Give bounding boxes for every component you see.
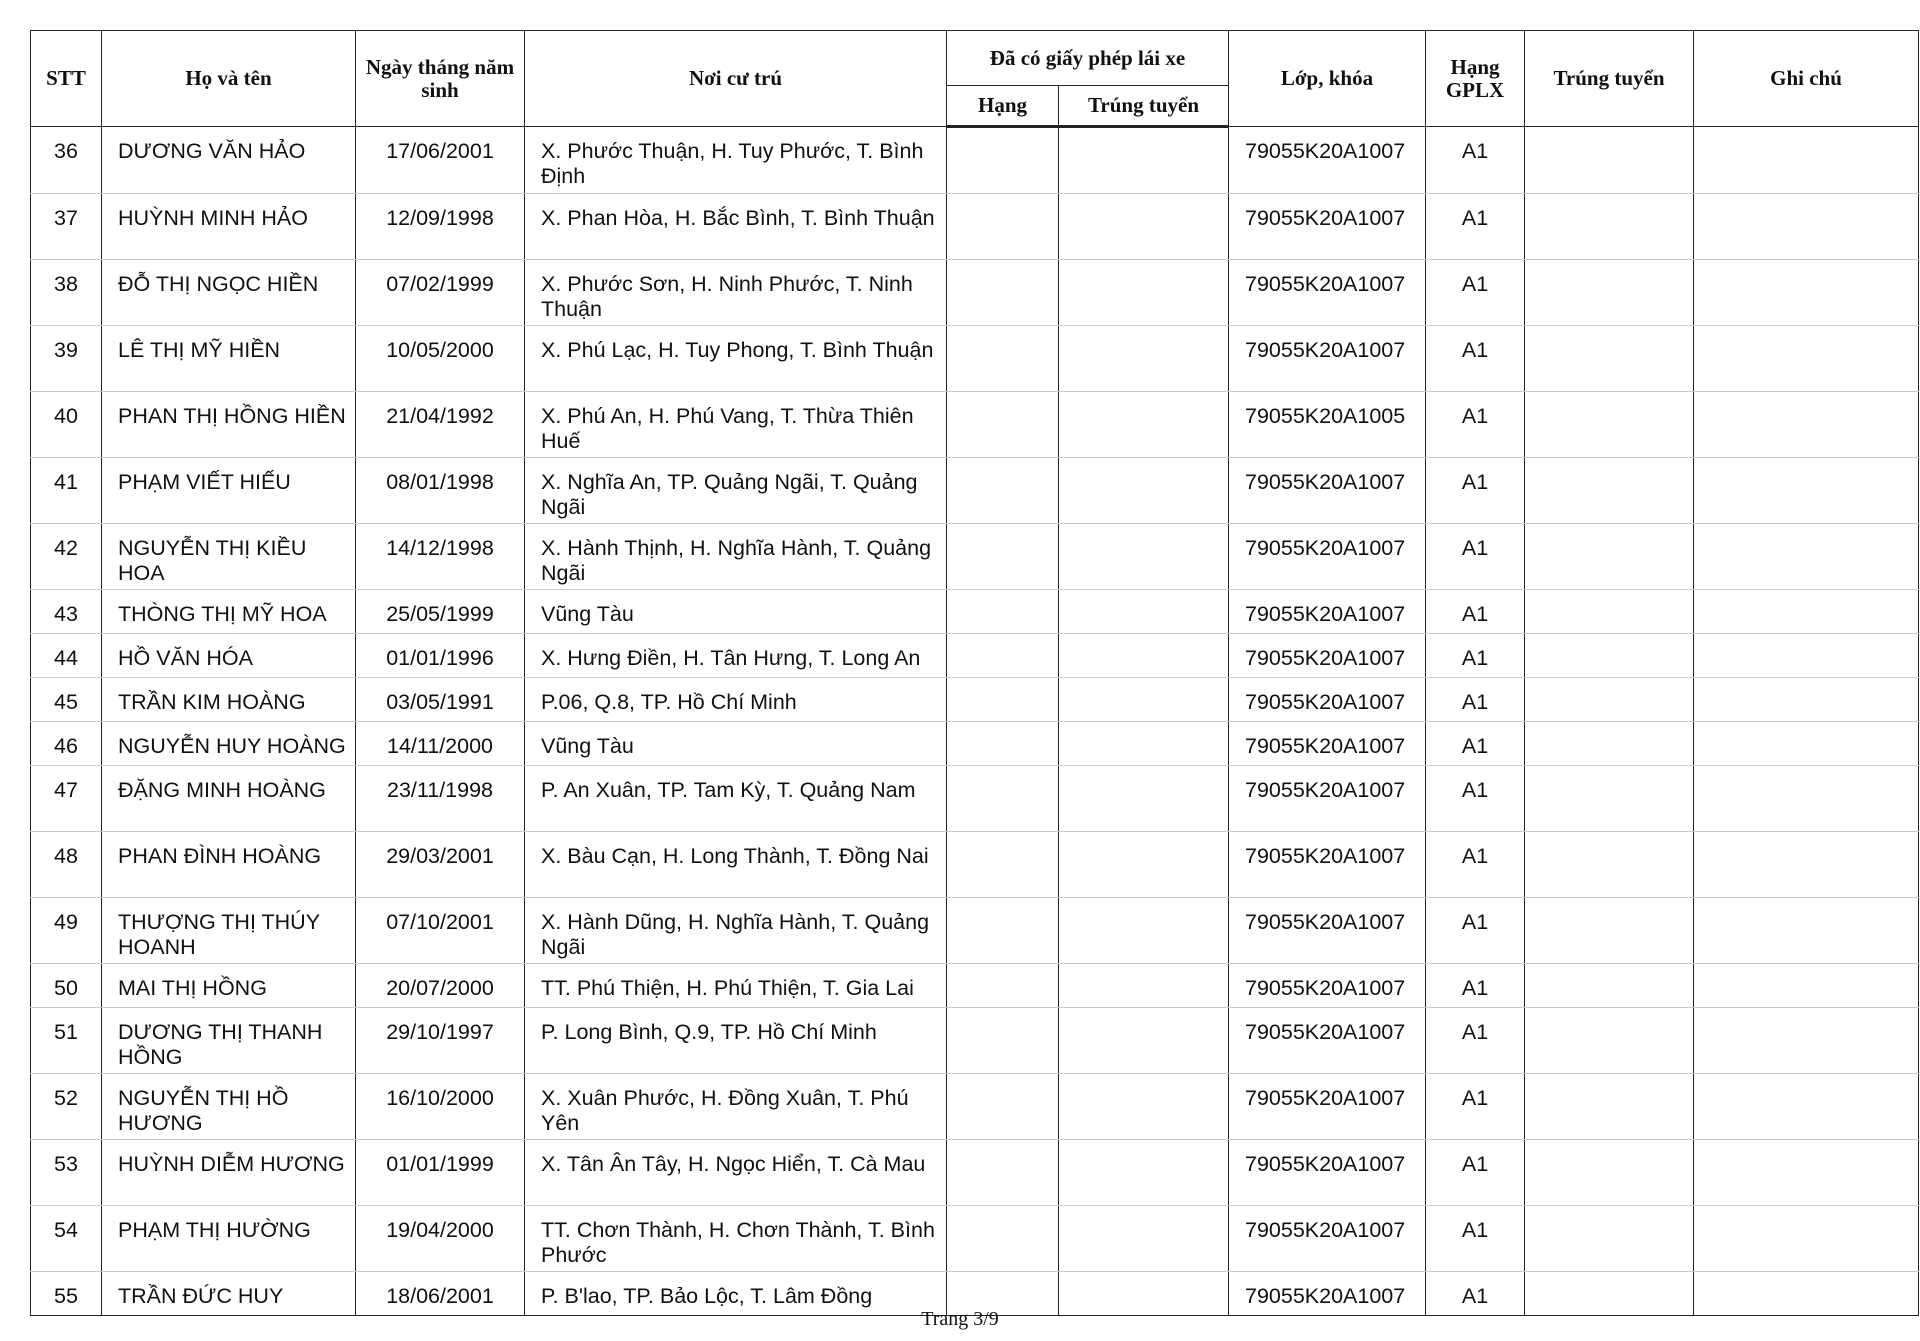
cell-gplx-class: A1: [1426, 524, 1525, 590]
cell-address: P.06, Q.8, TP. Hồ Chí Minh: [525, 678, 947, 722]
cell-license-passed: [1059, 832, 1229, 898]
cell-class-course: 79055K20A1007: [1229, 832, 1426, 898]
cell-dob: 01/01/1996: [356, 634, 525, 678]
cell-passed: [1525, 1206, 1694, 1272]
cell-passed: [1525, 898, 1694, 964]
cell-note: [1694, 1074, 1919, 1140]
cell-note: [1694, 722, 1919, 766]
cell-passed: [1525, 678, 1694, 722]
cell-note: [1694, 766, 1919, 832]
cell-address: X. Phan Hòa, H. Bắc Bình, T. Bình Thuận: [525, 194, 947, 260]
cell-class-course: 79055K20A1007: [1229, 458, 1426, 524]
cell-license-class: [947, 590, 1059, 634]
cell-license-passed: [1059, 524, 1229, 590]
cell-gplx-class: A1: [1426, 832, 1525, 898]
table-row: [31, 326, 1919, 392]
cell-address: X. Phước Sơn, H. Ninh Phước, T. Ninh Thuận: [525, 260, 947, 326]
cell-dob: 03/05/1991: [356, 678, 525, 722]
header-address: Nơi cư trú: [525, 31, 947, 127]
cell-name: TRẦN ĐỨC HUY: [102, 1272, 356, 1316]
table-row: [31, 1008, 1919, 1074]
cell-address: X. Xuân Phước, H. Đồng Xuân, T. Phú Yên: [525, 1074, 947, 1140]
table-body: [31, 127, 1919, 1316]
cell-note: [1694, 590, 1919, 634]
cell-note: [1694, 524, 1919, 590]
cell-passed: [1525, 634, 1694, 678]
cell-license-class: [947, 194, 1059, 260]
cell-license-class: [947, 964, 1059, 1008]
table-row: [31, 1206, 1919, 1272]
cell-note: [1694, 1140, 1919, 1206]
cell-passed: [1525, 590, 1694, 634]
cell-license-class: [947, 678, 1059, 722]
cell-passed: [1525, 1140, 1694, 1206]
cell-license-class: [947, 1074, 1059, 1140]
cell-license-class: [947, 524, 1059, 590]
header-stt: STT: [31, 31, 102, 127]
cell-class-course: 79055K20A1007: [1229, 722, 1426, 766]
cell-dob: 01/01/1999: [356, 1140, 525, 1206]
cell-class-course: 79055K20A1005: [1229, 392, 1426, 458]
cell-license-class: [947, 1008, 1059, 1074]
cell-stt: 48: [31, 832, 102, 898]
cell-license-passed: [1059, 678, 1229, 722]
cell-passed: [1525, 194, 1694, 260]
cell-gplx-class: A1: [1426, 1074, 1525, 1140]
cell-gplx-class: A1: [1426, 634, 1525, 678]
cell-name: PHAN THỊ HỒNG HIỀN: [102, 392, 356, 458]
cell-name: THƯỢNG THỊ THÚY HOANH: [102, 898, 356, 964]
cell-address: X. Tân Ân Tây, H. Ngọc Hiển, T. Cà Mau: [525, 1140, 947, 1206]
cell-passed: [1525, 964, 1694, 1008]
cell-license-passed: [1059, 964, 1229, 1008]
cell-class-course: 79055K20A1007: [1229, 326, 1426, 392]
cell-stt: 47: [31, 766, 102, 832]
cell-stt: 51: [31, 1008, 102, 1074]
candidate-table: [30, 30, 1919, 1316]
header-class-course: Lớp, khóa: [1229, 31, 1426, 127]
cell-passed: [1525, 392, 1694, 458]
cell-license-class: [947, 326, 1059, 392]
cell-license-passed: [1059, 634, 1229, 678]
cell-address: X. Hành Thịnh, H. Nghĩa Hành, T. Quảng Ngãi: [525, 524, 947, 590]
cell-license-class: [947, 722, 1059, 766]
header-gplx-class: Hạng GPLX: [1426, 31, 1525, 127]
cell-class-course: 79055K20A1007: [1229, 194, 1426, 260]
cell-license-class: [947, 832, 1059, 898]
cell-stt: 46: [31, 722, 102, 766]
header-license-group: Đã có giấy phép lái xe: [947, 31, 1229, 86]
cell-name: PHẠM THỊ HƯỜNG: [102, 1206, 356, 1272]
cell-note: [1694, 964, 1919, 1008]
cell-class-course: 79055K20A1007: [1229, 678, 1426, 722]
cell-dob: 23/11/1998: [356, 766, 525, 832]
cell-gplx-class: A1: [1426, 1008, 1525, 1074]
cell-stt: 42: [31, 524, 102, 590]
cell-dob: 14/11/2000: [356, 722, 525, 766]
cell-address: TT. Chơn Thành, H. Chơn Thành, T. Bình Phước: [525, 1206, 947, 1272]
cell-gplx-class: A1: [1426, 1206, 1525, 1272]
cell-license-passed: [1059, 392, 1229, 458]
table-row: [31, 964, 1919, 1008]
cell-stt: 55: [31, 1272, 102, 1316]
cell-gplx-class: A1: [1426, 458, 1525, 524]
cell-passed: [1525, 127, 1694, 194]
header-license-passed: Trúng tuyển: [1059, 86, 1229, 127]
table-row: [31, 524, 1919, 590]
cell-stt: 54: [31, 1206, 102, 1272]
cell-name: ĐỖ THỊ NGỌC HIỀN: [102, 260, 356, 326]
cell-stt: 41: [31, 458, 102, 524]
cell-license-passed: [1059, 326, 1229, 392]
cell-note: [1694, 127, 1919, 194]
cell-gplx-class: A1: [1426, 127, 1525, 194]
cell-address: P. An Xuân, TP. Tam Kỳ, T. Quảng Nam: [525, 766, 947, 832]
cell-license-passed: [1059, 766, 1229, 832]
cell-class-course: 79055K20A1007: [1229, 1272, 1426, 1316]
cell-stt: 43: [31, 590, 102, 634]
table-row: [31, 194, 1919, 260]
cell-address: TT. Phú Thiện, H. Phú Thiện, T. Gia Lai: [525, 964, 947, 1008]
cell-gplx-class: A1: [1426, 260, 1525, 326]
table-row: [31, 392, 1919, 458]
cell-gplx-class: A1: [1426, 964, 1525, 1008]
cell-gplx-class: A1: [1426, 590, 1525, 634]
cell-address: X. Phú An, H. Phú Vang, T. Thừa Thiên Huế: [525, 392, 947, 458]
cell-name: HỒ VĂN HÓA: [102, 634, 356, 678]
cell-name: TRẦN KIM HOÀNG: [102, 678, 356, 722]
cell-address: Vũng Tàu: [525, 722, 947, 766]
cell-class-course: 79055K20A1007: [1229, 1008, 1426, 1074]
cell-license-class: [947, 898, 1059, 964]
cell-note: [1694, 392, 1919, 458]
cell-license-passed: [1059, 1140, 1229, 1206]
cell-class-course: 79055K20A1007: [1229, 634, 1426, 678]
cell-license-class: [947, 127, 1059, 194]
cell-name: DƯƠNG VĂN HẢO: [102, 127, 356, 194]
cell-address: X. Phú Lạc, H. Tuy Phong, T. Bình Thuận: [525, 326, 947, 392]
page-number: Trang 3/9: [921, 1308, 999, 1330]
cell-address: P. B'lao, TP. Bảo Lộc, T. Lâm Đồng: [525, 1272, 947, 1316]
cell-dob: 08/01/1998: [356, 458, 525, 524]
cell-gplx-class: A1: [1426, 766, 1525, 832]
cell-note: [1694, 898, 1919, 964]
cell-note: [1694, 260, 1919, 326]
table-row: [31, 590, 1919, 634]
cell-stt: 49: [31, 898, 102, 964]
cell-name: ĐẶNG MINH HOÀNG: [102, 766, 356, 832]
cell-license-class: [947, 260, 1059, 326]
cell-stt: 36: [31, 127, 102, 194]
cell-stt: 53: [31, 1140, 102, 1206]
cell-license-class: [947, 458, 1059, 524]
cell-passed: [1525, 326, 1694, 392]
cell-name: NGUYỄN THỊ HỒ HƯƠNG: [102, 1074, 356, 1140]
cell-dob: 17/06/2001: [356, 127, 525, 194]
cell-dob: 10/05/2000: [356, 326, 525, 392]
cell-stt: 40: [31, 392, 102, 458]
cell-note: [1694, 1206, 1919, 1272]
cell-dob: 19/04/2000: [356, 1206, 525, 1272]
cell-license-passed: [1059, 898, 1229, 964]
header-license-class: Hạng: [947, 86, 1059, 127]
cell-note: [1694, 678, 1919, 722]
cell-license-passed: [1059, 260, 1229, 326]
cell-license-class: [947, 392, 1059, 458]
cell-dob: 29/03/2001: [356, 832, 525, 898]
cell-dob: 07/10/2001: [356, 898, 525, 964]
cell-license-passed: [1059, 1074, 1229, 1140]
table-row: [31, 678, 1919, 722]
cell-passed: [1525, 832, 1694, 898]
cell-gplx-class: A1: [1426, 1272, 1525, 1316]
table-row: [31, 898, 1919, 964]
cell-gplx-class: A1: [1426, 194, 1525, 260]
cell-passed: [1525, 1074, 1694, 1140]
cell-passed: [1525, 1008, 1694, 1074]
header-dob: Ngày tháng năm sinh: [356, 31, 525, 127]
cell-passed: [1525, 458, 1694, 524]
cell-class-course: 79055K20A1007: [1229, 766, 1426, 832]
cell-gplx-class: A1: [1426, 1140, 1525, 1206]
cell-dob: 18/06/2001: [356, 1272, 525, 1316]
cell-class-course: 79055K20A1007: [1229, 898, 1426, 964]
cell-stt: 45: [31, 678, 102, 722]
cell-stt: 38: [31, 260, 102, 326]
cell-note: [1694, 194, 1919, 260]
cell-name: DƯƠNG THỊ THANH HỒNG: [102, 1008, 356, 1074]
cell-name: THÒNG THỊ MỸ HOA: [102, 590, 356, 634]
table-row: [31, 1074, 1919, 1140]
cell-address: Vũng Tàu: [525, 590, 947, 634]
cell-class-course: 79055K20A1007: [1229, 1074, 1426, 1140]
cell-gplx-class: A1: [1426, 678, 1525, 722]
cell-stt: 52: [31, 1074, 102, 1140]
cell-dob: 14/12/1998: [356, 524, 525, 590]
cell-gplx-class: A1: [1426, 326, 1525, 392]
cell-passed: [1525, 766, 1694, 832]
cell-gplx-class: A1: [1426, 392, 1525, 458]
cell-address: X. Nghĩa An, TP. Quảng Ngãi, T. Quảng Ngãi: [525, 458, 947, 524]
cell-license-passed: [1059, 722, 1229, 766]
cell-name: HUỲNH DIỄM HƯƠNG: [102, 1140, 356, 1206]
cell-license-class: [947, 766, 1059, 832]
cell-note: [1694, 326, 1919, 392]
table-row: [31, 260, 1919, 326]
cell-address: P. Long Bình, Q.9, TP. Hồ Chí Minh: [525, 1008, 947, 1074]
cell-license-passed: [1059, 127, 1229, 194]
cell-passed: [1525, 524, 1694, 590]
cell-dob: 12/09/1998: [356, 194, 525, 260]
cell-dob: 29/10/1997: [356, 1008, 525, 1074]
cell-passed: [1525, 722, 1694, 766]
table-row: [31, 722, 1919, 766]
cell-license-passed: [1059, 1008, 1229, 1074]
cell-address: X. Bàu Cạn, H. Long Thành, T. Đồng Nai: [525, 832, 947, 898]
cell-note: [1694, 634, 1919, 678]
cell-class-course: 79055K20A1007: [1229, 1206, 1426, 1272]
table-row: [31, 1140, 1919, 1206]
cell-license-passed: [1059, 1206, 1229, 1272]
table-row: [31, 832, 1919, 898]
cell-address: X. Hành Dũng, H. Nghĩa Hành, T. Quảng Ngãi: [525, 898, 947, 964]
cell-class-course: 79055K20A1007: [1229, 964, 1426, 1008]
cell-address: X. Hưng Điền, H. Tân Hưng, T. Long An: [525, 634, 947, 678]
cell-note: [1694, 458, 1919, 524]
cell-name: PHẠM VIẾT HIẾU: [102, 458, 356, 524]
table-row: [31, 634, 1919, 678]
cell-class-course: 79055K20A1007: [1229, 590, 1426, 634]
cell-address: X. Phước Thuận, H. Tuy Phước, T. Bình Định: [525, 127, 947, 194]
cell-passed: [1525, 260, 1694, 326]
cell-gplx-class: A1: [1426, 722, 1525, 766]
cell-name: HUỲNH MINH HẢO: [102, 194, 356, 260]
cell-license-class: [947, 1206, 1059, 1272]
cell-name: NGUYỄN THỊ KIỀU HOA: [102, 524, 356, 590]
cell-dob: 21/04/1992: [356, 392, 525, 458]
cell-license-class: [947, 1140, 1059, 1206]
cell-note: [1694, 1008, 1919, 1074]
header-note: Ghi chú: [1694, 31, 1919, 127]
cell-name: LÊ THỊ MỸ HIỀN: [102, 326, 356, 392]
cell-dob: 25/05/1999: [356, 590, 525, 634]
cell-note: [1694, 832, 1919, 898]
header-passed: Trúng tuyển: [1525, 31, 1694, 127]
cell-dob: 20/07/2000: [356, 964, 525, 1008]
table-row: [31, 766, 1919, 832]
cell-gplx-class: A1: [1426, 898, 1525, 964]
cell-class-course: 79055K20A1007: [1229, 524, 1426, 590]
cell-class-course: 79055K20A1007: [1229, 1140, 1426, 1206]
cell-license-passed: [1059, 458, 1229, 524]
cell-stt: 39: [31, 326, 102, 392]
cell-stt: 37: [31, 194, 102, 260]
cell-stt: 50: [31, 964, 102, 1008]
cell-name: PHAN ĐÌNH HOÀNG: [102, 832, 356, 898]
table-row: [31, 458, 1919, 524]
cell-license-passed: [1059, 194, 1229, 260]
cell-name: NGUYỄN HUY HOÀNG: [102, 722, 356, 766]
cell-license-passed: [1059, 590, 1229, 634]
cell-stt: 44: [31, 634, 102, 678]
table-row: [31, 127, 1919, 194]
header-name: Họ và tên: [102, 31, 356, 127]
table-header: [31, 31, 1919, 127]
cell-name: MAI THỊ HỒNG: [102, 964, 356, 1008]
cell-dob: 07/02/1999: [356, 260, 525, 326]
cell-class-course: 79055K20A1007: [1229, 127, 1426, 194]
cell-license-class: [947, 634, 1059, 678]
cell-class-course: 79055K20A1007: [1229, 260, 1426, 326]
cell-dob: 16/10/2000: [356, 1074, 525, 1140]
